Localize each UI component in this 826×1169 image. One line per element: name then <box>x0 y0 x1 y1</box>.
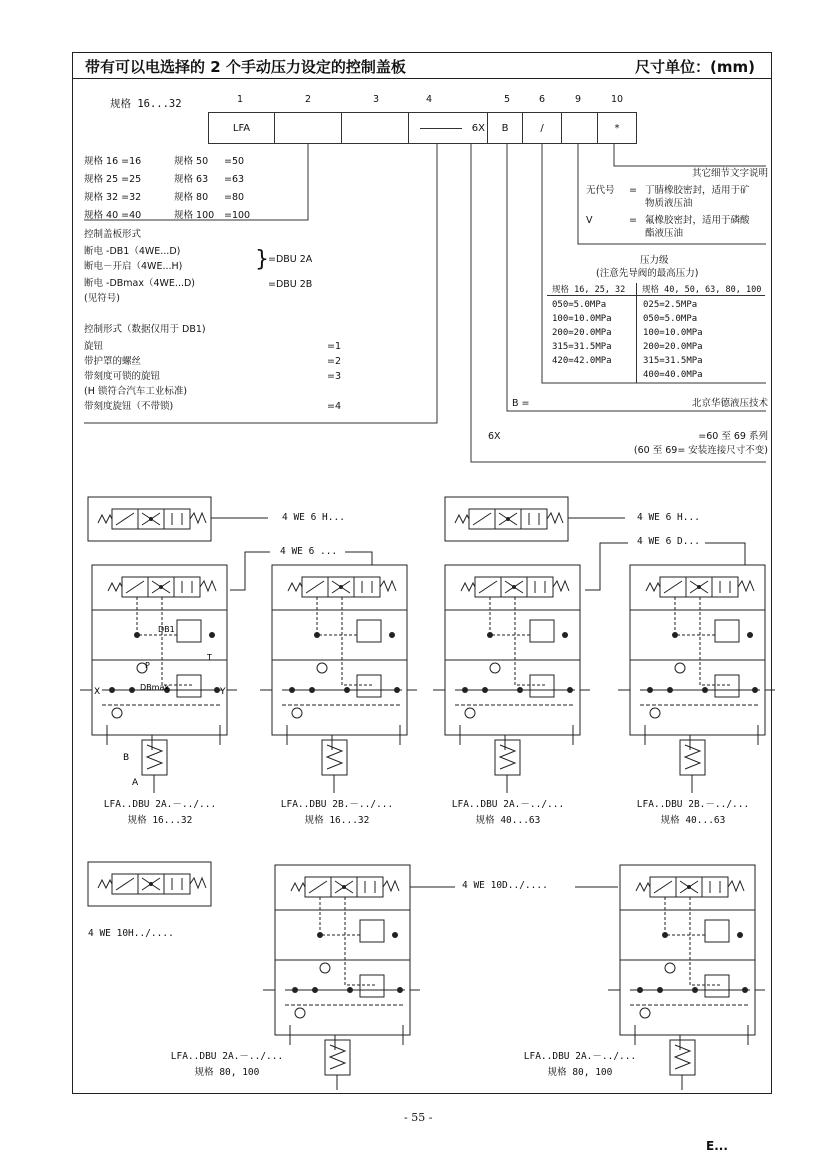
cover-type-heading: 控制盖板形式 <box>84 229 142 240</box>
control-form-code: =3 <box>327 371 342 382</box>
size-item: 规格 40 =40 <box>84 210 142 221</box>
pressure-value: 420=42.0MPa <box>552 356 612 366</box>
brace-symbol: } <box>255 247 269 272</box>
pressure-col2 <box>643 298 703 382</box>
control-form-label: 带刻度可锁的旋钮 <box>84 371 161 382</box>
pressure-value: 100=10.0MPa <box>552 314 612 324</box>
control-form-row <box>84 356 374 371</box>
size-item: 规格 16 =16 <box>84 156 142 167</box>
cover-type-section <box>84 229 195 308</box>
pressure-col2-title: 规格 40, 50, 63, 80, 100 <box>642 285 762 295</box>
valve-label: 4 WE 10H../.... <box>88 928 174 939</box>
col-number: 10 <box>611 94 624 105</box>
other-text-2: 酯液压油 <box>645 228 684 239</box>
valve-symbol-box <box>445 497 568 541</box>
size-row <box>84 156 245 174</box>
pressure-col1 <box>552 298 612 368</box>
valve-label: 4 WE 6 ... <box>280 546 338 557</box>
port-label-y: Y <box>220 687 226 697</box>
valve-label: 4 WE 6 D... <box>637 536 700 547</box>
code-cell-slash: / <box>522 112 562 144</box>
caption-size: 规格 40...63 <box>475 815 541 826</box>
caption-code: LFA..DBU 2A.－../... <box>451 799 565 810</box>
col-number: 4 <box>426 94 433 105</box>
pressure-value: 400=40.0MPa <box>643 370 703 380</box>
control-form-label: 带刻度旋钮（不带锁) <box>84 401 174 412</box>
other-text: 氟橡胶密封，适用于磷酸 <box>645 215 750 226</box>
order-size-label: 规格 16...32 <box>110 98 182 110</box>
cover-code-b: =DBU 2B <box>268 279 313 290</box>
valve-label: 4 WE 6 H... <box>637 512 700 523</box>
other-details-heading: 其它细节文字说明 <box>691 168 768 179</box>
size-item: 规格 50 <box>174 156 209 167</box>
port-label-a: A <box>132 778 139 788</box>
port-label-b: B <box>123 753 130 763</box>
diagram-caption <box>515 1051 645 1079</box>
size-item: 规格 32 =32 <box>84 192 142 203</box>
manifold-diagram <box>80 565 237 793</box>
caption-code: LFA..DBU 2A.－../... <box>103 799 217 810</box>
control-form-heading: 控制形式（数据仅用于 DB1) <box>84 324 206 335</box>
hydraulic-diagrams <box>0 480 826 1090</box>
diagram-caption <box>95 799 225 827</box>
db1-label: DB1 <box>158 625 175 634</box>
col-number: 9 <box>575 94 582 105</box>
control-form-row <box>84 401 374 416</box>
cover-type-item: 断电 -DB1（4WE...D) <box>84 246 181 257</box>
size-row <box>84 192 245 210</box>
page-title: 带有可以电选择的 2 个手动压力设定的控制盖板 <box>85 58 406 76</box>
size-table <box>84 156 251 228</box>
size-item: 规格 25 =25 <box>84 174 142 185</box>
cover-type-item: (见符号) <box>84 293 120 304</box>
size-code: =63 <box>224 174 245 185</box>
pressure-col1-title: 规格 16, 25, 32 <box>552 285 626 295</box>
pressure-heading: 压力级 <box>640 255 669 266</box>
control-form-code: =4 <box>327 401 342 412</box>
port-label-p: P <box>145 661 150 670</box>
other-details-row <box>586 185 750 209</box>
other-text: 丁腈橡胶密封，适用于矿 <box>645 185 750 196</box>
pressure-value: 050=5.0MPa <box>552 300 607 310</box>
diagram-caption <box>628 799 758 827</box>
caption-size: 规格 80, 100 <box>547 1067 613 1078</box>
col-number: 6 <box>539 94 546 105</box>
b-note-text: 北京华德液压技术 <box>691 398 768 409</box>
size-item: 规格 80 <box>174 192 209 203</box>
other-text-2: 物质液压油 <box>645 198 693 209</box>
series-note-code: 6X <box>488 431 501 442</box>
control-form-label: (H 锁符合汽车工业标准) <box>84 386 188 397</box>
valve-symbol-box <box>88 862 211 906</box>
size-code: =80 <box>224 192 245 203</box>
pressure-subheading: (注意先导阀的最高压力) <box>596 268 699 279</box>
caption-size: 规格 80, 100 <box>194 1067 260 1078</box>
series-note-text: =60 至 69 系列 <box>698 431 768 442</box>
diagram-caption <box>443 799 573 827</box>
manifold-diagram <box>618 565 775 793</box>
series-note-text-2: (60 至 69= 安装连接尺寸不变) <box>633 445 768 456</box>
other-code: V <box>586 215 593 226</box>
cover-type-item: 断电 -DBmax（4WE...D) <box>84 278 195 289</box>
control-form-label: 旋钮 <box>84 341 104 352</box>
caption-code: LFA..DBU 2B.－../... <box>636 799 750 810</box>
pressure-value: 200=20.0MPa <box>643 342 703 352</box>
cover-type-item: 断电－开启（4WE...H) <box>84 261 183 272</box>
valve-label: 4 WE 6 H... <box>282 512 345 523</box>
control-form-code: =1 <box>327 341 342 352</box>
caption-code: LFA..DBU 2B.－../... <box>280 799 394 810</box>
pressure-value: 050=5.0MPa <box>643 314 698 324</box>
control-form-label: 带护罩的螺丝 <box>84 356 142 367</box>
series-code: 6X <box>471 122 485 134</box>
control-form-row <box>84 371 374 386</box>
control-form-row <box>84 386 374 401</box>
col-number: 1 <box>237 94 244 105</box>
port-label-t: T <box>207 653 212 662</box>
diagram-caption <box>162 1051 292 1079</box>
code-cell-lfa: LFA <box>208 112 275 144</box>
manifold-diagram <box>260 565 417 793</box>
pressure-value: 200=20.0MPa <box>552 328 612 338</box>
footer-mark: E... <box>706 1139 728 1153</box>
caption-size: 规格 16...32 <box>304 815 370 826</box>
other-eq: = <box>629 185 637 196</box>
pressure-value: 100=10.0MPa <box>643 328 703 338</box>
manifold-diagram <box>433 565 590 793</box>
b-note-code: B = <box>512 398 530 409</box>
size-row <box>84 174 245 192</box>
col-number: 2 <box>305 94 312 105</box>
caption-size: 规格 16...32 <box>127 815 193 826</box>
cover-code-a: =DBU 2A <box>268 254 313 265</box>
valve-symbol-box <box>88 497 211 541</box>
dbmax-label: DBmax <box>140 683 170 692</box>
other-eq: = <box>629 215 637 226</box>
size-item: 规格 63 <box>174 174 209 185</box>
pressure-value: 315=31.5MPa <box>643 356 703 366</box>
code-cell-b: B <box>487 112 523 144</box>
size-item: 规格 100 <box>174 210 215 221</box>
col-number: 3 <box>373 94 380 105</box>
caption-code: LFA..DBU 2A.－../... <box>523 1051 637 1062</box>
col-number: 5 <box>504 94 511 105</box>
control-form-section <box>84 324 374 416</box>
size-code: =100 <box>224 210 251 221</box>
control-form-code: =2 <box>327 356 342 367</box>
diagram-caption <box>272 799 402 827</box>
code-cell-other: * <box>597 112 637 144</box>
unit-label: 尺寸单位：(mm) <box>635 58 755 76</box>
caption-code: LFA..DBU 2A.－../... <box>170 1051 284 1062</box>
pressure-value: 025=2.5MPa <box>643 300 698 310</box>
other-code: 无代号 <box>586 185 615 196</box>
pressure-column-rule <box>636 283 637 383</box>
size-row <box>84 210 251 228</box>
valve-label: 4 WE 10D../.... <box>462 880 548 891</box>
caption-size: 规格 40...63 <box>660 815 726 826</box>
control-form-row <box>84 341 374 356</box>
page-number: - 55 - <box>404 1111 433 1124</box>
other-details-row <box>586 215 750 239</box>
port-label-x: X <box>94 687 101 697</box>
size-code: =50 <box>224 156 245 167</box>
pressure-value: 315=31.5MPa <box>552 342 612 352</box>
